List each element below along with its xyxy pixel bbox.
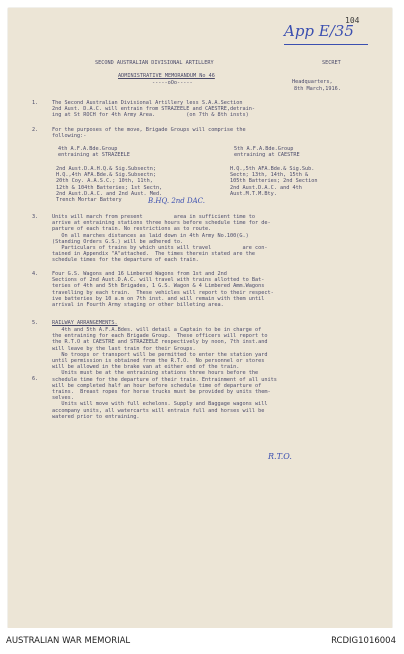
section-heading: RAILWAY ARRANGEMENTS. [52,320,118,326]
footer-bar [0,628,404,654]
footer-record-id: RCDIG1016004 [331,636,396,646]
paragraph-2: For the purposes of the move, Brigade Groups will comprise the following:- [52,127,246,140]
paragraph-number: 1. [32,100,39,106]
footer-institution: AUSTRALIAN WAR MEMORIAL [6,636,131,646]
location: Headquarters, [292,79,333,85]
paragraph-1: The Second Australian Divisional Artillery less S.A.A.Section 2nd Aust. D.A.C. will entrain from STRAZEELE and CAESTRE,detrain- ing at St ROCH for 4th Army Area. (on 7th & 8th insts) [52,100,256,119]
paragraph-number: 4. [32,271,39,277]
paragraph-4: Four G.S. Wagons and 16 Limbered Wagons from 1st and 2nd Sections of 2nd Aust.D.A.C. will travel with trains allotted to Bat- teries of 4th and 5th Brigades, 1 G.S. Wagon & 4 Limbered Amm.Wagons travelling by each train. These vehicles will report to their respect- ive batteries by 10 a.m on 7th inst. and will remain with them until arrival in Fourth Army staging or other billeting area. [52,271,274,309]
date: 8th March,1916. [294,86,341,92]
unit-heading: SECOND AUSTRALIAN DIVISIONAL ARTILLERY [95,60,214,66]
handwritten-initials: R.T.O. [268,452,292,461]
page-number: 104 [345,16,360,25]
left-group-units: 2nd Aust.D.A.H.Q.& Sig.Subsectn; H.Q.,4th AFA.Bde.& Sig.Subsectn; 20th Coy. A.A.S.C.; 10th, 11th, 12th & 104th Batteries; 1st Sectn, 2nd Aust.D.A.C. and 2nd Aust. Med. Trench Mortar Battery [56,166,163,204]
ref-underline [284,44,368,45]
paragraph-number: 2. [32,127,39,133]
paragraph-number: 5. [32,320,39,326]
title-divider: -----oOo----- [152,80,193,86]
paragraph-5: 4th and 5th A.F.A.Bdes. will detail a Captain to be in charge of the entraining for each Brigade Group. These officers will report to the R.T.O at CAESTRE and STRAZEELE respectively by noon, 7th inst.and will leave by the last train for their Groups. No troops or transport will be permitted to enter the station yard until permission is obtained from the R.T.O. No personnel or stores will be allowed in the brake van at either end of the train. Units must be at the entraining stations three hours before the schedule time for the departure of their train. Entrainment of all units will be completed half an hour before schedule time of departure of trains. Breast ropes for horse trucks must be provided by units them- selves. Units will move with full echelons. Supply and Baggage wagons will accompany units, all watercarts will entrain full and horses will be watered prior to entraining. [52,327,277,420]
handwritten-note: B.HQ. 2nd DAC. [148,197,205,205]
right-group-heading: 5th A.F.A.Bde.Group entraining at CAESTRE [234,146,300,159]
left-group-heading: 4th A.F.A.Bde.Group entraining at STRAZEELE [58,146,130,159]
handwritten-reference: App E/35 [284,22,354,40]
paragraph-number: 6. [32,376,39,382]
right-group-units: H.Q.,5th AFA.Bde.& Sig.Sub. Sectn; 13th, 14th, 15th & 105th Batteries; 2nd Section 2nd Aust.D.A.C. and 4th Aust.M.T.M.Bty. [230,166,318,197]
paragraph-3: Units will march from present area in sufficient time to arrive at entraining stations three hours before schedule time for de- parture of each train. No restrictions as to route. On all marches distances as laid down in 4th Army No.100(G.) (Standing Orders G.S.) will be adhered to. Particulars of trains by which units will travel are con- tained in Appendix "A"attached. The times therein stated are the schedule times for the departure of each train. [52,214,271,264]
paragraph-number: 3. [32,214,39,220]
document-title: ADMINISTRATIVE MEMORANDUM No 46 [118,73,215,79]
classification: SECRET [322,60,341,66]
